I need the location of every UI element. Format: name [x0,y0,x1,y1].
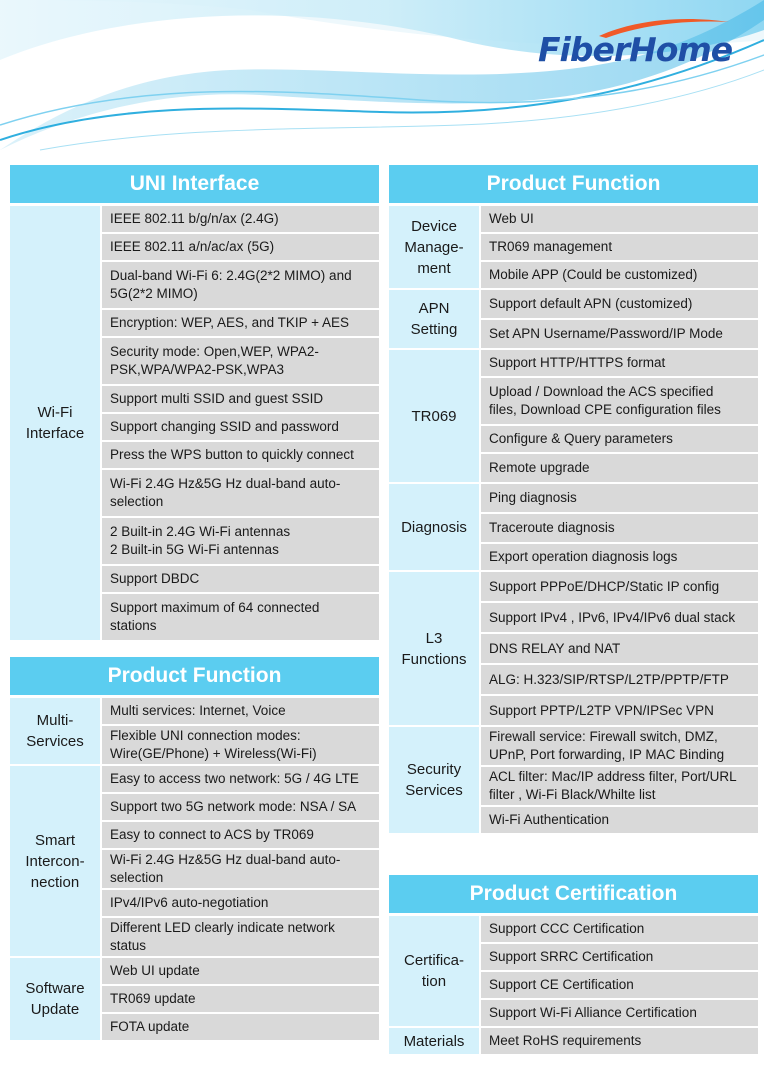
feature-item: Security mode: Open,WEP, WPA2- PSK,WPA/WPA2-PSK,WPA3 [102,338,379,384]
group-label: TR069 [389,350,479,482]
feature-group [10,958,379,1040]
feature-list [481,484,758,570]
section-title: Product Function [389,165,758,203]
feature-item: Support CE Certification [481,972,758,998]
feature-item: Configure & Query parameters [481,426,758,452]
feature-item: Ping diagnosis [481,484,758,512]
feature-item: Easy to access two network: 5G / 4G LTE [102,766,379,792]
feature-item: Firewall service: Firewall switch, DMZ, UPnP, Port forwarding, IP MAC Binding [481,727,758,765]
feature-item: DNS RELAY and NAT [481,634,758,663]
feature-item: Different LED clearly indicate network status [102,918,379,956]
feature-item: Remote upgrade [481,454,758,482]
feature-item: Support two 5G network mode: NSA / SA [102,794,379,820]
feature-item: Flexible UNI connection modes: Wire(GE/Phone) + Wireless(Wi-Fi) [102,726,379,764]
feature-item: Support multi SSID and guest SSID [102,386,379,412]
product-function-left-section [10,657,379,1040]
feature-list [481,572,758,725]
feature-list [481,290,758,348]
group-label: L3 Functions [389,572,479,725]
group-label: Materials [389,1028,479,1054]
feature-list [481,1028,758,1054]
feature-group [10,698,379,764]
feature-item: Support changing SSID and password [102,414,379,440]
feature-item: Support maximum of 64 connected stations [102,594,379,640]
feature-group [389,916,758,1026]
feature-group [389,290,758,348]
group-label: Smart Intercon- nection [10,766,100,956]
group-label: Security Services [389,727,479,833]
feature-item: Web UI update [102,958,379,984]
feature-item: Upload / Download the ACS specified files, Download CPE configuration files [481,378,758,424]
logo-wordmark: FiberHome [538,30,733,69]
feature-group [10,766,379,956]
feature-group [10,206,379,640]
feature-item: Support default APN (customized) [481,290,758,318]
feature-item: Support SRRC Certification [481,944,758,970]
feature-item: Support PPPoE/DHCP/Static IP config [481,572,758,601]
group-label: Device Manage- ment [389,206,479,288]
group-label: Diagnosis [389,484,479,570]
feature-item: 2 Built-in 2.4G Wi-Fi antennas 2 Built-in 5G Wi-Fi antennas [102,518,379,564]
feature-group [389,572,758,725]
feature-list [102,206,379,640]
feature-list [102,698,379,764]
feature-item: Wi-Fi Authentication [481,807,758,833]
section-title: Product Function [10,657,379,695]
group-label: Software Update [10,958,100,1040]
feature-item: Web UI [481,206,758,232]
feature-item: TR069 update [102,986,379,1012]
feature-group [389,206,758,288]
group-label: Multi- Services [10,698,100,764]
feature-item: Mobile APP (Could be customized) [481,262,758,288]
feature-item: Multi services: Internet, Voice [102,698,379,724]
feature-list [481,727,758,833]
feature-item: Dual-band Wi-Fi 6: 2.4G(2*2 MIMO) and 5G(2*2 MIMO) [102,262,379,308]
feature-item: TR069 management [481,234,758,260]
feature-item: IEEE 802.11 b/g/n/ax (2.4G) [102,206,379,232]
feature-item: Support Wi-Fi Alliance Certification [481,1000,758,1026]
section-title: UNI Interface [10,165,379,203]
feature-item: Support DBDC [102,566,379,592]
feature-list [481,206,758,288]
group-label: Wi-Fi Interface [10,206,100,640]
feature-item: Encryption: WEP, AES, and TKIP + AES [102,310,379,336]
feature-item: Set APN Username/Password/IP Mode [481,320,758,348]
feature-item: Traceroute diagnosis [481,514,758,542]
feature-item: ACL filter: Mac/IP address filter, Port/URL filter , Wi-Fi Black/Whilte list [481,767,758,805]
product-function-right-section [389,165,758,833]
feature-item: Support HTTP/HTTPS format [481,350,758,376]
feature-list [481,916,758,1026]
feature-group [389,350,758,482]
feature-item: Wi-Fi 2.4G Hz&5G Hz dual-band auto- selection [102,850,379,888]
feature-item: Support PPTP/L2TP VPN/IPSec VPN [481,696,758,725]
group-label: APN Setting [389,290,479,348]
feature-list [102,958,379,1040]
feature-group [389,484,758,570]
group-label: Certifica- tion [389,916,479,1026]
feature-item: Support CCC Certification [481,916,758,942]
feature-list [102,766,379,956]
feature-item: IEEE 802.11 a/n/ac/ax (5G) [102,234,379,260]
feature-item: FOTA update [102,1014,379,1040]
uni-interface-section [10,165,379,640]
feature-group [389,727,758,833]
fiberhome-logo [534,14,734,74]
feature-item: ALG: H.323/SIP/RTSP/L2TP/PPTP/FTP [481,665,758,694]
product-certification-section [389,875,758,1054]
section-title: Product Certification [389,875,758,913]
feature-group [389,1028,758,1054]
feature-item: Wi-Fi 2.4G Hz&5G Hz dual-band auto- selection [102,470,379,516]
feature-item: Support IPv4 , IPv6, IPv4/IPv6 dual stack [481,603,758,632]
feature-item: Easy to connect to ACS by TR069 [102,822,379,848]
feature-item: IPv4/IPv6 auto-negotiation [102,890,379,916]
feature-item: Press the WPS button to quickly connect [102,442,379,468]
feature-item: Export operation diagnosis logs [481,544,758,570]
feature-list [481,350,758,482]
feature-item: Meet RoHS requirements [481,1028,758,1054]
